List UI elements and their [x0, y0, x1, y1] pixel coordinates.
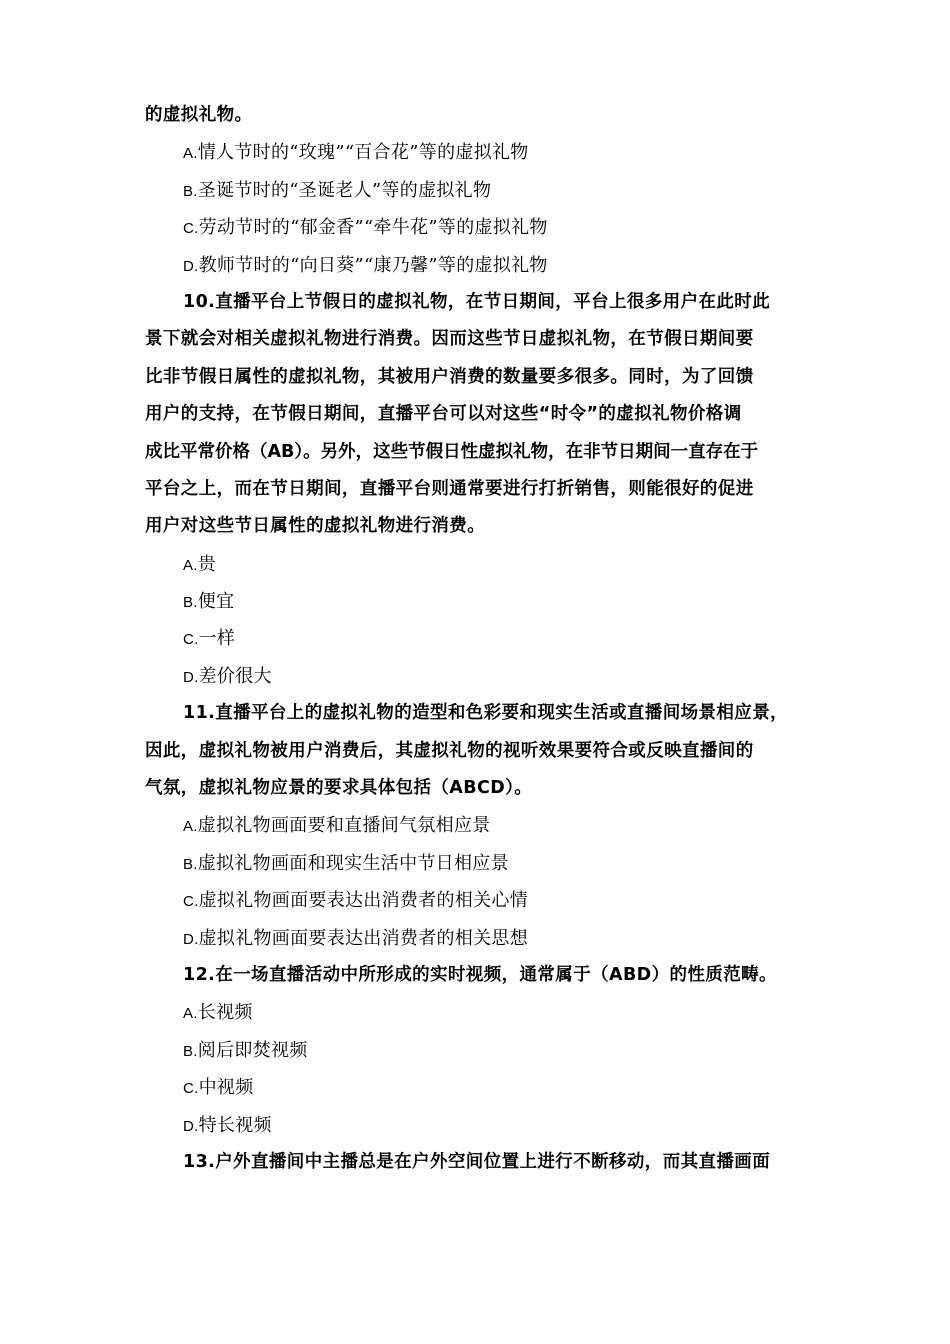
option-text: 一样 — [198, 628, 236, 650]
question-10-line: 景下就会对相关虚拟礼物进行消费。因而这些节日虚拟礼物，在节假日期间要 — [145, 329, 754, 350]
option-c — [145, 1069, 810, 1106]
option-letter: D. — [183, 1117, 199, 1135]
option-text: 虚拟礼物画面要和直播间气氛相应景 — [197, 815, 491, 837]
option-letter: A. — [183, 145, 198, 163]
option-text: 劳动节时的“郁金香”“牵牛花”等的虚拟礼物 — [198, 217, 548, 239]
option-text: 中视频 — [198, 1077, 254, 1099]
option-text: 虚拟礼物画面和现实生活中节日相应景 — [197, 852, 509, 874]
option-d — [145, 920, 810, 957]
option-b — [145, 583, 810, 620]
option-letter: C. — [183, 631, 199, 649]
option-letter: D. — [183, 257, 199, 275]
question-10-line: 用户对这些节日属性的虚拟礼物进行消费。 — [145, 516, 486, 537]
option-letter: C. — [183, 220, 199, 238]
option-text: 差价很大 — [198, 665, 272, 687]
option-text: 虚拟礼物画面要表达出消费者的相关心情 — [198, 890, 529, 912]
option-text: 便宜 — [197, 591, 235, 613]
option-c — [145, 209, 810, 246]
option-text: 特长视频 — [198, 1114, 272, 1136]
option-text: 阅后即焚视频 — [197, 1039, 308, 1061]
question-10-line: 用户的支持，在节假日期间，直播平台可以对这些“时令”的虚拟礼物价格调 — [145, 404, 742, 425]
document-body — [145, 97, 810, 1181]
question-10-line: 10.直播平台上节假日的虚拟礼物，在节日期间，平台上很多用户在此时此 — [183, 291, 771, 312]
option-text: 教师节时的“向日葵”“康乃馨”等的虚拟礼物 — [198, 254, 548, 276]
option-letter: B. — [183, 182, 198, 200]
option-text: 情人节时的“玫瑰”“百合花”等的虚拟礼物 — [197, 142, 529, 164]
option-letter: C. — [183, 893, 199, 911]
option-text: 长视频 — [197, 1002, 253, 1024]
question-11-line: 11.直播平台上的虚拟礼物的造型和色彩要和现实生活或直播间场景相应景， — [183, 703, 788, 724]
option-b — [145, 1032, 810, 1069]
option-b — [145, 172, 810, 209]
option-a — [145, 134, 810, 171]
option-c — [145, 620, 810, 657]
option-a — [145, 546, 810, 583]
option-d — [145, 658, 810, 695]
option-text: 贵 — [197, 553, 217, 575]
option-b — [145, 845, 810, 882]
question-11-line: 因此，虚拟礼物被用户消费后，其虚拟礼物的视听效果要符合或反映直播间的 — [145, 740, 754, 761]
option-text: 圣诞节时的“圣诞老人”等的虚拟礼物 — [197, 179, 492, 201]
question-10-line: 成比平常价格（AB）。另外，这些节假日性虚拟礼物，在非节日期间一直存在于 — [145, 441, 759, 462]
option-letter: A. — [183, 818, 198, 836]
question-13-line: 13.户外直播间中主播总是在户外空间位置上进行不断移动，而其直播画面 — [183, 1151, 771, 1172]
option-letter: A. — [183, 556, 198, 574]
question-text-line: 的虚拟礼物。 — [145, 105, 253, 125]
option-letter: D. — [183, 668, 199, 686]
option-letter: B. — [183, 855, 198, 873]
option-d — [145, 1107, 810, 1144]
option-letter: A. — [183, 1005, 198, 1023]
option-text: 虚拟礼物画面要表达出消费者的相关思想 — [198, 927, 529, 949]
option-a — [145, 994, 810, 1031]
option-a — [145, 807, 810, 844]
option-d — [145, 247, 810, 284]
question-11-line: 气氛，虚拟礼物应景的要求具体包括（ABCD）。 — [145, 778, 533, 799]
option-letter: C. — [183, 1080, 199, 1098]
question-10-line: 比非节假日属性的虚拟礼物，其被用户消费的数量要多很多。同时，为了回馈 — [145, 366, 754, 387]
option-c — [145, 882, 810, 919]
option-letter: B. — [183, 594, 198, 612]
question-12-line: 12.在一场直播活动中所形成的实时视频，通常属于（ABD）的性质范畴。 — [183, 964, 777, 985]
question-10-line: 平台之上，而在节日期间，直播平台则通常要进行打折销售，则能很好的促进 — [145, 478, 754, 499]
option-letter: D. — [183, 930, 199, 948]
option-letter: B. — [183, 1042, 198, 1060]
